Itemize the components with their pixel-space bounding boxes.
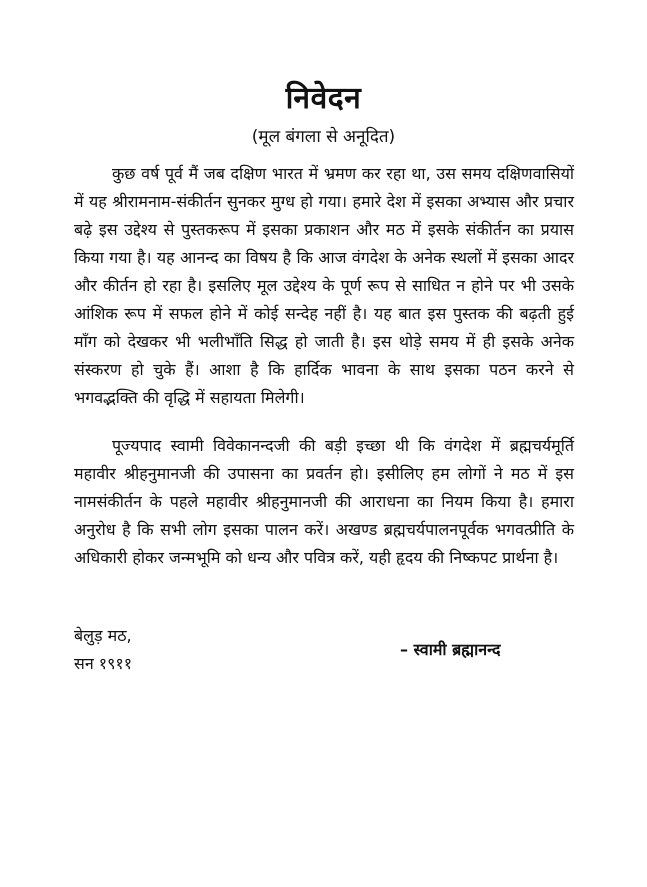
- page-title: निवेदन: [285, 81, 362, 116]
- date-line: सन १९११: [74, 654, 133, 673]
- body-paragraph-1: कुछ वर्ष पूर्व मैं जब दक्षिण भारत में भ्रमण कर रहा था, उस समय दक्षिणवासियों में यह श्रीरामनाम-संकीर्तन सुनकर मुग्ध हो गया। हमारे देश में इसका अभ्यास और प्रचार बढ़े इस उद्देश्य से पुस्तकरूप में इसका प्रकाशन और मठ में इसके संकीर्तन का प्रयास किया गया है। यह आनन्द का विषय है कि आज वंगदेश के अनेक स्थलों में इसका आदर और कीर्तन हो रहा है। इसलिए मूल उद्देश्य के पूर्ण रूप से साधित न होने पर भी उसके आंशिक रूप में सफल होने में कोई सन्देह नहीं है। यह बात इस पुस्तक की बढ़ती हुई माँग को देखकर भी भलीभाँति सिद्ध हो जाती है। इस थोड़े समय में ही इसके अनेक संस्करण हो चुके हैं। आशा है कि हार्दिक भावना के साथ इसका पठन करने से भगवद्भक्ति की वृद्धि में सहायता मिलेगी।: [74, 164, 574, 407]
- page-subtitle: (मूल बंगला से अनूदित): [251, 127, 396, 147]
- signature: – स्वामी ब्रह्मानन्द: [400, 640, 501, 659]
- place-line: बेलुड़ मठ,: [74, 626, 132, 645]
- body-paragraph-2: पूज्यपाद स्वामी विवेकानन्दजी की बड़ी इच्छा थी कि वंगदेश में ब्रह्मचर्यमूर्ति महावीर श्रीहनुमानजी की उपासना का प्रवर्तन हो। इसीलिए हम लोगों ने मठ में इस नामसंकीर्तन के पहले महावीर श्रीहनुमानजी की आराधना का नियम किया है। हमारा अनुरोध है कि सभी लोग इसका पालन करें। अखण्ड ब्रह्मचर्यपालनपूर्वक भगवत्प्रीति के अधिकारी होकर जन्मभूमि को धन्य और पवित्र करें, यही हृदय की निष्कपट प्रार्थना है।: [74, 436, 574, 567]
